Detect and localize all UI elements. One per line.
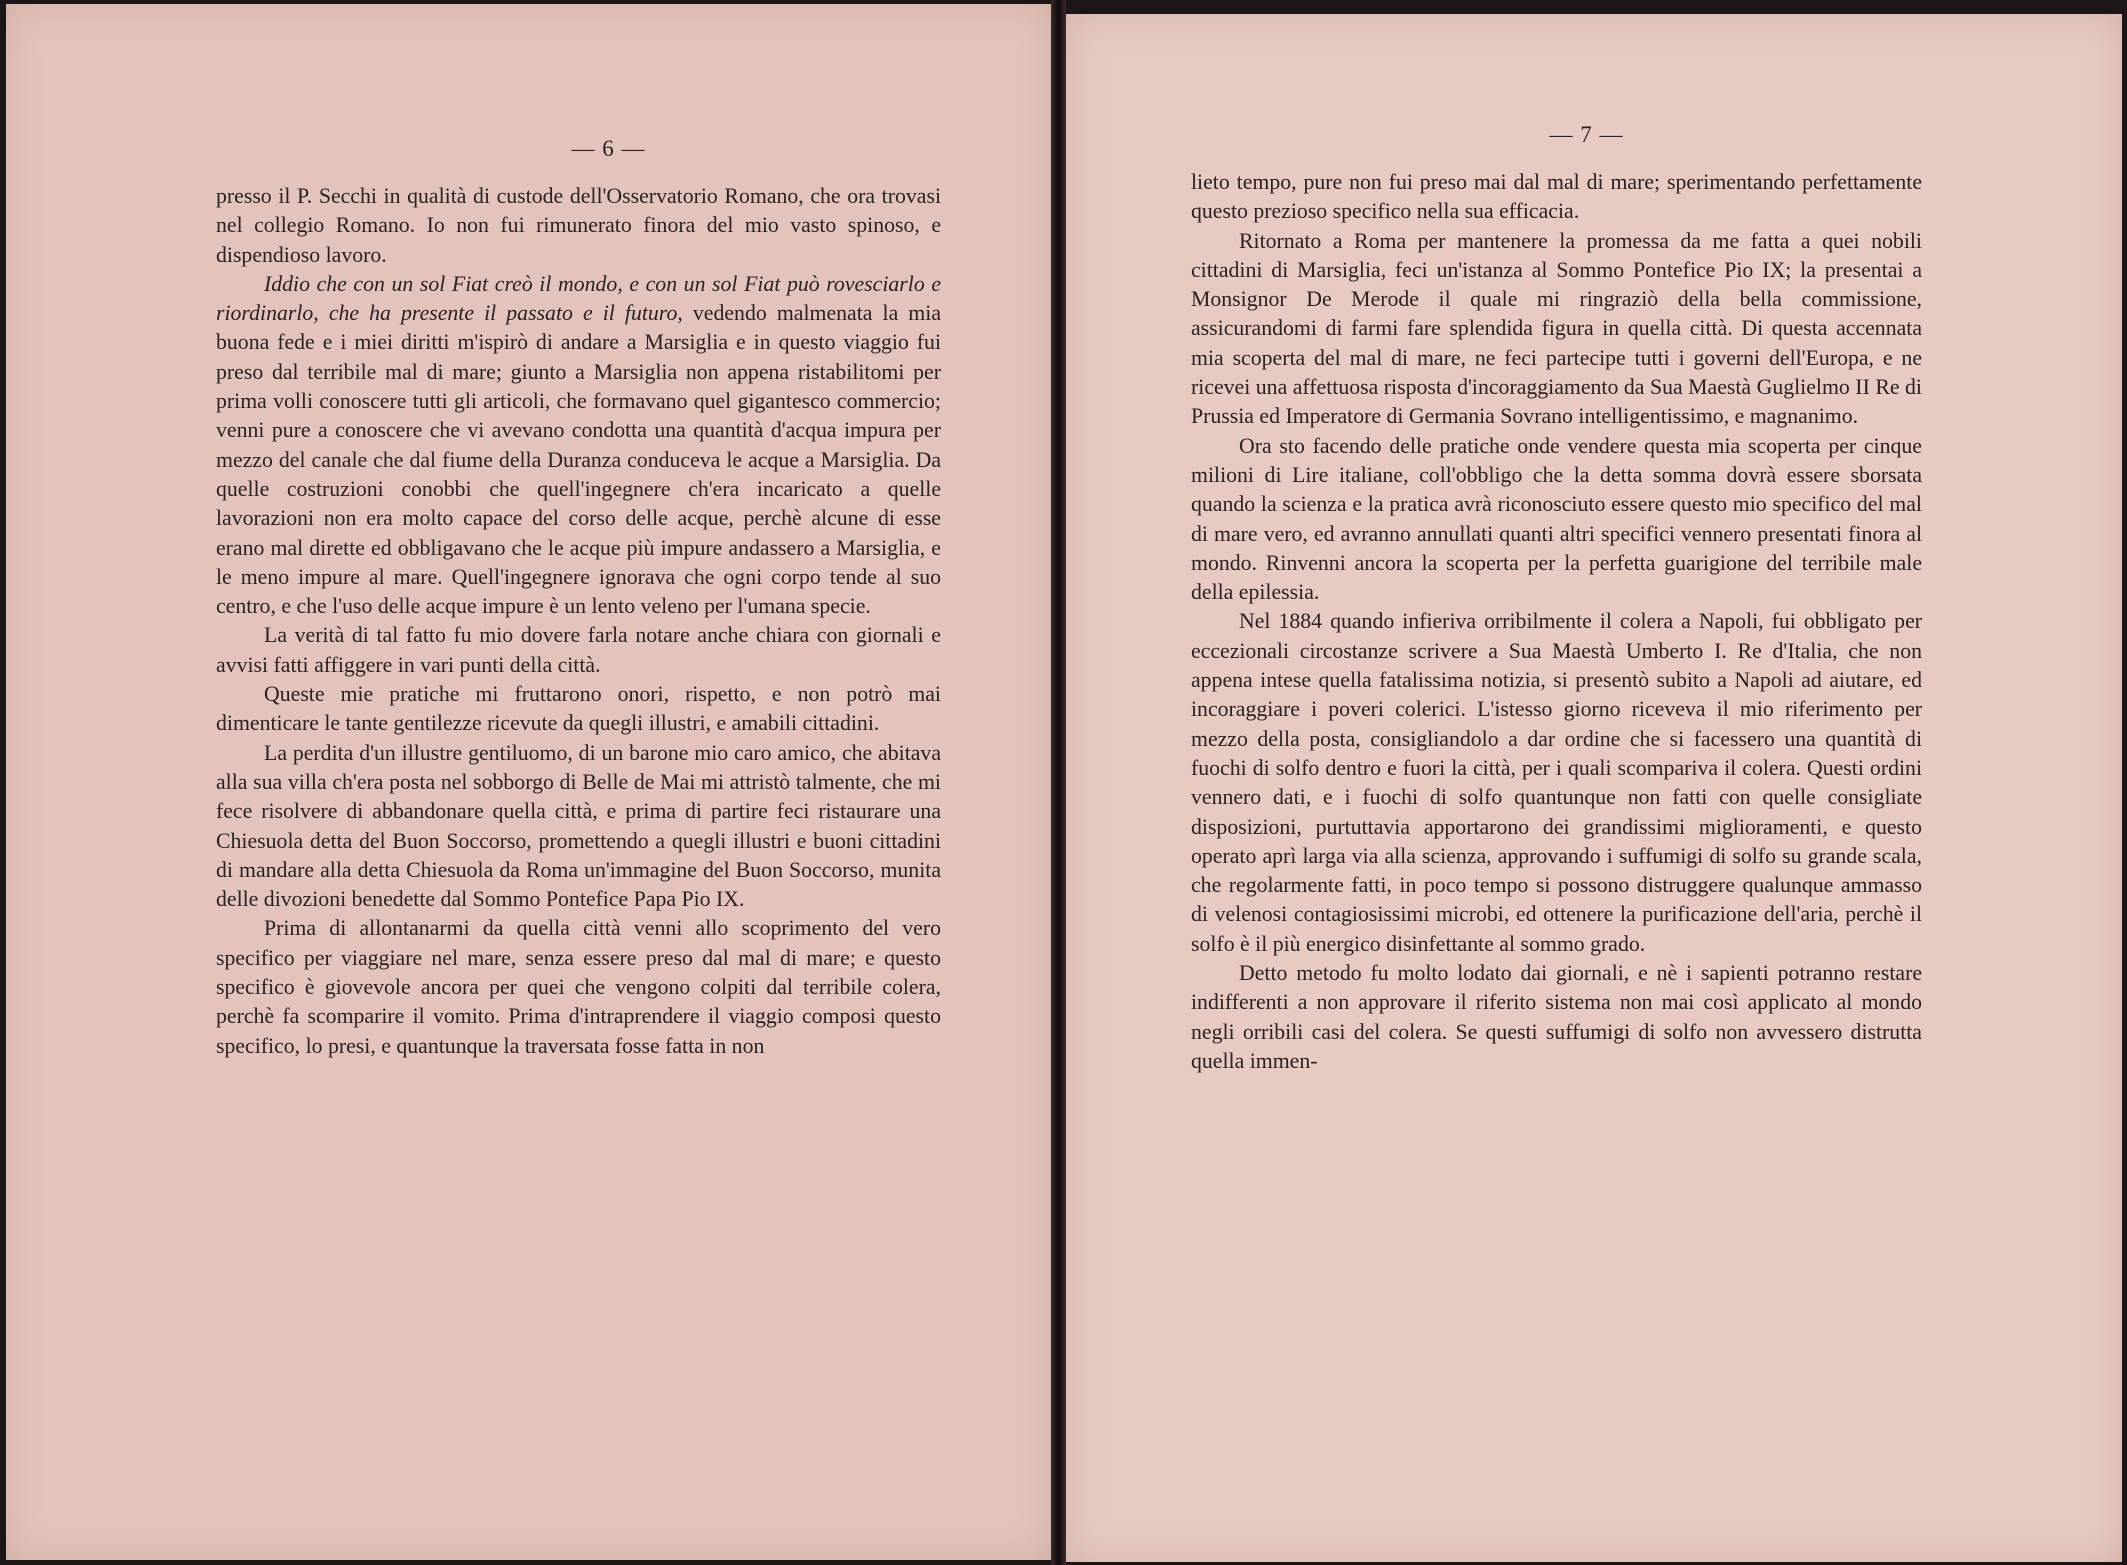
paragraph: presso il P. Secchi in qualità di custode dell'Osservatorio Romano, che ora trovasi nel collegio Romano. Io non fui rimunerato finora del mio vasto spinoso, e dispendioso lavoro. xyxy=(216,184,941,267)
paragraph: Ritornato a Roma per mantenere la promessa da me fatta a quei nobili cittadini di Marsiglia, feci un'istanza al Sommo Pontefice Pio IX; la presentai a Monsignor De Merode il quale mi ringraziò della bella commissione, assicurandomi di farmi fare splendida figura in quella città. Di questa accennata mia scoperta del mal di mare, ne feci partecipe tutti i governi dell'Europa, e ne ricevei una affettuosa risposta d'incoraggiamento da Sua Maestà Guglielmo II Re di Prussia ed Imperatore di Germania Sovrano intelligentissimo, e magnanimo. xyxy=(1191,228,1922,429)
book-gutter xyxy=(1051,0,1066,1565)
paragraph: La perdita d'un illustre gentiluomo, di un barone mio caro amico, che abitava alla sua villa ch'era posta nel sobborgo di Belle de Mai mi attristò talmente, che mi fece risolvere di abbandonare quella città, e prima di partire feci ristaurare una Chiesuola detta del Buon Soccorso, promettendo a quegli illustri e buoni cittadini di mandare alla detta Chiesuola da Roma un'immagine del Buon Soccorso, munita delle divozioni benedette dal Sommo Pontefice Papa Pio IX. xyxy=(216,740,941,912)
paragraph: La verità di tal fatto fu mio dovere farla notare anche chiara con giornali e avvisi fatti affiggere in vari punti della città. xyxy=(216,623,941,677)
right-page-text xyxy=(1191,168,1922,1076)
left-page xyxy=(6,4,1051,1560)
paragraph: Ora sto facendo delle pratiche onde vendere questa mia scoperta per cinque milioni di Lire italiane, coll'obbligo che la detta somma dovrà essere sborsata quando la scienza e la pratica avrà riconosciuto essere questo mio specifico del mal di mare vero, ed avranno annullati quanti altri specifici vennero presentati finora al mondo. Rinvenni ancora la scoperta per la perfetta guarigione del terribile male della epilessia. xyxy=(1191,433,1922,605)
page-number-right: — 7 — xyxy=(1549,122,1624,147)
left-page-text xyxy=(216,182,941,1061)
paragraph: Iddio che con un sol Fiat creò il mondo, e con un sol Fiat può rovesciarlo e riordinarlo, che ha presente il passato e il futuro, vedendo malmenata la mia buona fede e i miei diritti m'ispirò di andare a Marsiglia e in questo viaggio fui preso dal terribile mal di mare; giunto a Marsiglia non appena ristabilitomi per prima volli conoscere tutti gli articoli, che formavano quel gigantesco commercio; venni pure a conoscere che vi avevano condotta una quantità d'acqua impura per mezzo del canale che dal fiume della Duranza conduceva le acque a Marsiglia. Da quelle costruzioni conobbi che quell'ingegnere ch'era incaricato a quelle lavorazioni non era molto capace del corso delle acque, perchè alcune di esse erano mal dirette ed obbligavano che le acque più impure andassero a Marsiglia, e le meno impure al mare. Quell'ingegnere ignorava che ogni corpo tende al suo centro, e che l'uso delle acque impure è un lento veleno per l'umana specie. xyxy=(216,271,941,619)
paragraph: lieto tempo, pure non fui preso mai dal mal di mare; sperimentando perfettamente questo prezioso specifico nella sua efficacia. xyxy=(1191,170,1922,224)
right-page xyxy=(1066,14,2122,1562)
page-number-left: — 6 — xyxy=(571,136,646,161)
paragraph: Nel 1884 quando infieriva orribilmente il colera a Napoli, fui obbligato per eccezionali circostanze scrivere a Sua Maestà Umberto I. Re d'Italia, che non appena intese quella fatalissima notizia, si presentò subito a Napoli ad aiutare, ed incoraggiare i poveri colerici. L'istesso giorno riceveva il mio riferimento per mezzo della posta, consigliandolo a dar ordine che si facessero una quantità di fuochi di solfo dentro e fuori la città, per i quali scompariva il colera. Questi ordini vennero dati, e i fuochi di solfo quantunque non fatti con quelle consigliate disposizioni, purtuttavia apportarono dei grandissimi miglioramenti, e questo operato aprì larga via alla scienza, approvando i suffumigi di solfo su grande scala, che regolarmente fatti, in poco tempo si possono distruggere qualunque ammasso di velenosi contagiosissimi microbi, ed ottenere la purificazione dell'aria, perchè il solfo è il più energico disinfettante al sommo grado. xyxy=(1191,609,1922,956)
paragraph: Detto metodo fu molto lodato dai giornali, e nè i sapienti potranno restare indifferenti a non approvare il riferito sistema non mai così applicato al mondo negli orribili casi del colera. Se questi suffumigi di solfo non avvessero distrutta quella immen- xyxy=(1191,961,1922,1073)
paragraph: Prima di allontanarmi da quella città venni allo scoprimento del vero specifico per viaggiare nel mare, senza essere preso dal mal di mare; e questo specifico è giovevole ancora per quei che vengono colpiti dal terribile colera, perchè fa scomparire il vomito. Prima d'intraprendere il viaggio composi questo specifico, lo presi, e quantunque la traversata fosse fatta in non xyxy=(216,916,941,1058)
paragraph: Queste mie pratiche mi fruttarono onori, rispetto, e non potrò mai dimenticare le tante gentilezze ricevute da quegli illustri, e amabili cittadini. xyxy=(216,682,941,736)
